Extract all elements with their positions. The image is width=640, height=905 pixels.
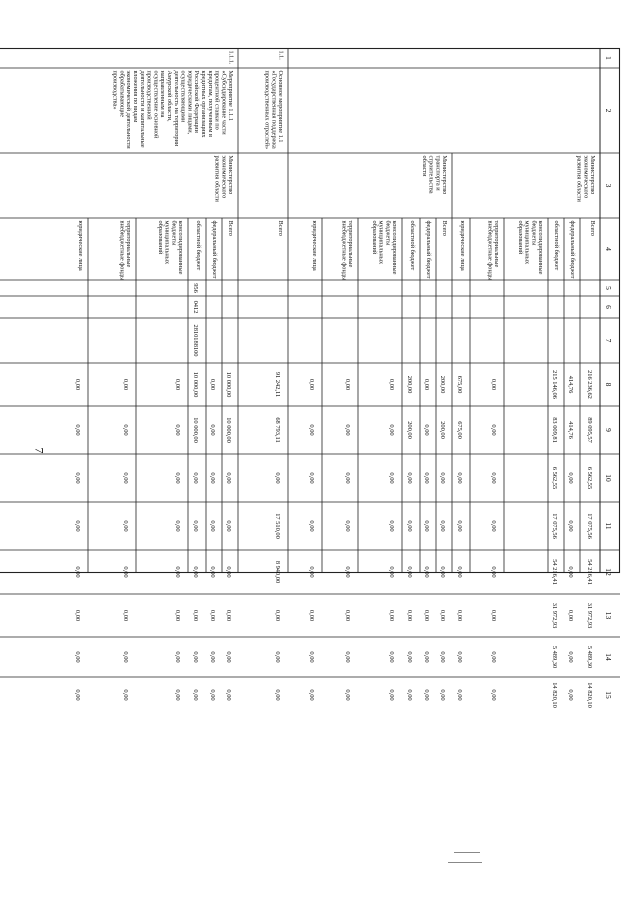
measure-name: Основное мероприятие 1.1«Государственная поддержкапроизводственных отраслей» bbox=[263, 70, 285, 150]
value-cell: 0,00 bbox=[225, 520, 232, 532]
value-cell: 0,00 bbox=[74, 689, 81, 701]
value-cell: 14 820,10 bbox=[586, 682, 593, 708]
value-cell: 14 820,10 bbox=[551, 682, 558, 708]
value-cell: 17 510,00 bbox=[274, 513, 281, 539]
funding-source: территориальныевнебюджетные фонды bbox=[340, 220, 355, 281]
value-cell: 0,00 bbox=[423, 651, 430, 663]
value-cell: 0,00 bbox=[192, 651, 199, 663]
value-cell: 0,00 bbox=[74, 424, 81, 436]
value-cell: 8 940,00 bbox=[274, 560, 281, 584]
value-cell: 0,00 bbox=[423, 472, 430, 484]
value-cell: 0,00 bbox=[308, 520, 315, 532]
value-cell: 0,00 bbox=[344, 472, 351, 484]
funding-source: Всего bbox=[589, 220, 597, 236]
value-cell: 0,00 bbox=[406, 520, 413, 532]
value-cell: 675,00 bbox=[456, 375, 463, 394]
value-cell: 0,00 bbox=[209, 566, 216, 578]
value-cell: 0,00 bbox=[406, 609, 413, 622]
value-cell: 68 793,11 bbox=[274, 417, 281, 443]
value-cell: 0,00 bbox=[74, 651, 81, 663]
value-cell: 200,00 bbox=[439, 375, 446, 394]
funding-source: областной бюджет bbox=[409, 220, 417, 271]
value-cell: 0,00 bbox=[406, 651, 413, 663]
value-cell: 0,00 bbox=[192, 520, 199, 532]
value-cell: 0,00 bbox=[74, 472, 81, 484]
value-cell: 0,00 bbox=[423, 424, 430, 436]
value-cell: 0,00 bbox=[388, 424, 395, 436]
value-cell: 0,00 bbox=[308, 651, 315, 663]
value-cell: 0,00 bbox=[423, 520, 430, 532]
value-cell: 6 562,55 bbox=[551, 466, 558, 490]
page-number: 7 bbox=[32, 447, 47, 454]
value-cell: 54 216,41 bbox=[551, 559, 558, 585]
value-cell: 0,00 bbox=[344, 378, 351, 391]
column-header: 9 bbox=[604, 428, 613, 432]
value-cell: 54 216,41 bbox=[586, 559, 593, 585]
value-cell: 0412 bbox=[192, 300, 199, 314]
funding-source: областной бюджет bbox=[553, 220, 561, 271]
value-cell: 0,00 bbox=[344, 424, 351, 436]
executor-name: Министерствоэкономическогоразвития области bbox=[575, 155, 597, 202]
budget-table bbox=[74, 48, 620, 893]
value-cell: 5 489,30 bbox=[551, 645, 558, 669]
value-cell: 89 095,57 bbox=[586, 417, 593, 443]
value-cell: 0,00 bbox=[209, 472, 216, 484]
value-cell: 0,00 bbox=[439, 651, 446, 663]
value-cell: 0,00 bbox=[174, 651, 181, 663]
value-cell: 0,00 bbox=[122, 378, 129, 391]
budget-table-rotated bbox=[74, 48, 620, 893]
value-cell: 83 009,81 bbox=[551, 417, 558, 443]
executor-name: Министерствоэкономическогоразвития области bbox=[213, 155, 235, 202]
value-cell: 0,00 bbox=[490, 520, 497, 532]
value-cell: 0,00 bbox=[308, 566, 315, 578]
value-cell: 10 000,00 bbox=[225, 417, 232, 443]
value-cell: 0,00 bbox=[423, 609, 430, 622]
value-cell: 31 972,93 bbox=[551, 602, 558, 629]
funding-source: территориальныевнебюджетные фонды bbox=[118, 220, 133, 281]
value-cell: 0,00 bbox=[174, 566, 181, 578]
value-cell: 216 236,62 bbox=[586, 370, 593, 399]
value-cell: 31 972,93 bbox=[586, 602, 593, 629]
value-cell: 0,00 bbox=[388, 472, 395, 484]
funding-source: территориальныевнебюджетные фонды bbox=[486, 220, 501, 281]
funding-source: Всего bbox=[227, 220, 235, 236]
value-cell: 0,00 bbox=[192, 472, 199, 484]
value-cell: 0,00 bbox=[209, 689, 216, 701]
value-cell: 0,00 bbox=[225, 651, 232, 663]
value-cell: 0,00 bbox=[74, 378, 81, 391]
value-cell: 0,00 bbox=[308, 378, 315, 391]
value-cell: 200,00 bbox=[406, 375, 413, 394]
value-cell: 414,76 bbox=[567, 375, 574, 394]
value-cell: 0,00 bbox=[122, 689, 129, 701]
column-header: 8 bbox=[604, 382, 613, 387]
value-cell: 215 146,06 bbox=[551, 370, 558, 399]
value-cell: 0,00 bbox=[274, 651, 281, 663]
value-cell: 0,00 bbox=[209, 424, 216, 436]
value-cell: 0,00 bbox=[74, 566, 81, 578]
funding-source: федеральный бюджет bbox=[569, 220, 577, 279]
funding-source: консолидированныебюджетымуниципальныхобразований bbox=[516, 220, 545, 275]
value-cell: 0,00 bbox=[567, 472, 574, 484]
value-cell: 0,00 bbox=[274, 609, 281, 622]
value-cell: 414,76 bbox=[567, 421, 574, 439]
value-cell: 17 075,56 bbox=[586, 513, 593, 539]
column-header: 10 bbox=[604, 474, 613, 482]
value-cell: 0,00 bbox=[225, 566, 232, 578]
value-cell: 0,00 bbox=[490, 651, 497, 663]
funding-source: юридические лица bbox=[459, 220, 467, 271]
column-header: 14 bbox=[604, 653, 613, 661]
value-cell: 0,00 bbox=[74, 609, 81, 622]
value-cell: 91 242,11 bbox=[274, 371, 281, 398]
value-cell: 0,00 bbox=[344, 520, 351, 532]
value-cell: 0,00 bbox=[344, 609, 351, 622]
value-cell: 0,00 bbox=[274, 689, 281, 701]
funding-source: юридические лица bbox=[311, 220, 319, 271]
value-cell: 0,00 bbox=[490, 566, 497, 578]
value-cell: 0,00 bbox=[456, 689, 463, 701]
value-cell: 0,00 bbox=[388, 689, 395, 701]
value-cell: 0,00 bbox=[174, 520, 181, 532]
value-cell: 200,00 bbox=[406, 421, 413, 439]
row-number: 1.1. bbox=[277, 50, 285, 60]
value-cell: 956 bbox=[192, 283, 199, 293]
value-cell: 0,00 bbox=[122, 520, 129, 532]
column-header: 4 bbox=[604, 247, 613, 251]
value-cell: 0,00 bbox=[122, 566, 129, 578]
value-cell: 0,00 bbox=[490, 472, 497, 484]
value-cell: 0,00 bbox=[209, 651, 216, 663]
value-cell: 0,00 bbox=[344, 689, 351, 701]
value-cell: 0,00 bbox=[423, 566, 430, 578]
value-cell: 0,00 bbox=[406, 472, 413, 484]
column-header: 7 bbox=[604, 338, 613, 343]
funding-source: федеральный бюджет bbox=[425, 220, 433, 279]
value-cell: 0,00 bbox=[456, 472, 463, 484]
value-cell: 0,00 bbox=[209, 609, 216, 622]
value-cell: 0,00 bbox=[174, 424, 181, 436]
value-cell: 0,00 bbox=[174, 689, 181, 701]
value-cell: 0,00 bbox=[490, 378, 497, 391]
value-cell: 0,00 bbox=[388, 651, 395, 663]
value-cell: 0,00 bbox=[490, 424, 497, 436]
value-cell: 0,00 bbox=[192, 689, 199, 701]
value-cell: 0,00 bbox=[192, 609, 199, 622]
table-frame bbox=[0, 49, 620, 573]
value-cell: 6 562,55 bbox=[586, 466, 593, 490]
column-header: 3 bbox=[604, 183, 613, 188]
column-header: 11 bbox=[604, 522, 613, 530]
value-cell: 0,00 bbox=[174, 609, 181, 622]
value-cell: 0,00 bbox=[423, 378, 430, 391]
value-cell: 10 000,00 bbox=[225, 371, 232, 398]
value-cell: 0,00 bbox=[308, 689, 315, 701]
value-cell: 0,00 bbox=[388, 566, 395, 578]
value-cell: 0,00 bbox=[209, 378, 216, 391]
funding-source: Всего bbox=[277, 220, 285, 236]
value-cell: 0,00 bbox=[192, 566, 199, 578]
value-cell: 0,00 bbox=[122, 472, 129, 484]
value-cell: 0,00 bbox=[122, 609, 129, 622]
value-cell: 200,00 bbox=[439, 421, 446, 439]
value-cell: 0,00 bbox=[308, 424, 315, 436]
value-cell: 0,00 bbox=[439, 566, 446, 578]
value-cell: 0,00 bbox=[174, 378, 181, 391]
value-cell: 0,00 bbox=[456, 566, 463, 578]
value-cell: 0,00 bbox=[490, 609, 497, 622]
value-cell: 0,00 bbox=[74, 520, 81, 532]
value-cell: 10 000,00 bbox=[192, 371, 199, 398]
value-cell: 0,00 bbox=[406, 566, 413, 578]
funding-source: консолидированныебюджетымуниципальныхобразований bbox=[156, 220, 185, 275]
value-cell: 0,00 bbox=[274, 472, 281, 484]
executor-name: Министерствотранспорта истроительстваобласти bbox=[420, 155, 449, 195]
value-cell: 5 489,30 bbox=[586, 645, 593, 669]
value-cell: 0,00 bbox=[225, 472, 232, 484]
value-cell: 0,00 bbox=[122, 651, 129, 663]
value-cell: 0,00 bbox=[423, 689, 430, 701]
value-cell: 0,00 bbox=[344, 651, 351, 663]
column-header: 6 bbox=[604, 305, 613, 309]
value-cell: 0,00 bbox=[225, 689, 232, 701]
value-cell: 0,00 bbox=[567, 566, 574, 578]
column-header: 2 bbox=[604, 108, 613, 113]
value-cell: 17 075,56 bbox=[551, 513, 558, 539]
row-number: 1.1.1. bbox=[227, 50, 235, 65]
value-cell: 0,00 bbox=[439, 689, 446, 701]
value-cell: 2810188100 bbox=[192, 324, 199, 357]
value-cell: 10 000,00 bbox=[192, 417, 199, 443]
value-cell: 0,00 bbox=[439, 520, 446, 532]
value-cell: 675,00 bbox=[456, 421, 463, 439]
value-cell: 0,00 bbox=[567, 609, 574, 622]
value-cell: 0,00 bbox=[388, 520, 395, 532]
column-header: 12 bbox=[604, 568, 613, 576]
value-cell: 0,00 bbox=[308, 609, 315, 622]
column-header: 1 bbox=[604, 56, 613, 60]
measure-name: Мероприятие 1.1.1«Субсидирование частипроцентной ставки покредитам, полученным вкредитных организацияхРоссийской Федерацииюридическими лицами,осуществляющимидеятельность на территорииАмурской области,направленным наосуществление основнойпроизводственнойдеятельности и капитальныевложения по видамэкономической деятельностиобрабатывающиепроизводства» bbox=[111, 70, 235, 149]
value-cell: 0,00 bbox=[567, 689, 574, 701]
value-cell: 0,00 bbox=[567, 520, 574, 532]
value-cell: 0,00 bbox=[456, 609, 463, 622]
value-cell: 0,00 bbox=[388, 378, 395, 391]
funding-source: федеральный бюджет bbox=[211, 220, 219, 279]
value-cell: 0,00 bbox=[388, 609, 395, 622]
funding-source: юридические лица bbox=[77, 220, 85, 271]
value-cell: 0,00 bbox=[209, 520, 216, 532]
value-cell: 0,00 bbox=[439, 472, 446, 484]
value-cell: 0,00 bbox=[344, 566, 351, 578]
funding-source: областной бюджет bbox=[195, 220, 203, 271]
value-cell: 0,00 bbox=[122, 424, 129, 436]
value-cell: 0,00 bbox=[308, 472, 315, 484]
value-cell: 0,00 bbox=[174, 472, 181, 484]
value-cell: 0,00 bbox=[406, 689, 413, 701]
funding-source: консолидированныебюджетымуниципальныхобразований bbox=[370, 220, 399, 275]
value-cell: 0,00 bbox=[456, 520, 463, 532]
value-cell: 0,00 bbox=[225, 609, 232, 622]
column-header: 13 bbox=[604, 611, 613, 620]
value-cell: 0,00 bbox=[439, 609, 446, 622]
column-header: 15 bbox=[604, 691, 613, 699]
value-cell: 0,00 bbox=[490, 689, 497, 701]
column-header: 5 bbox=[604, 286, 613, 290]
value-cell: 0,00 bbox=[456, 651, 463, 663]
value-cell: 0,00 bbox=[567, 651, 574, 663]
funding-source: Всего bbox=[441, 220, 449, 236]
